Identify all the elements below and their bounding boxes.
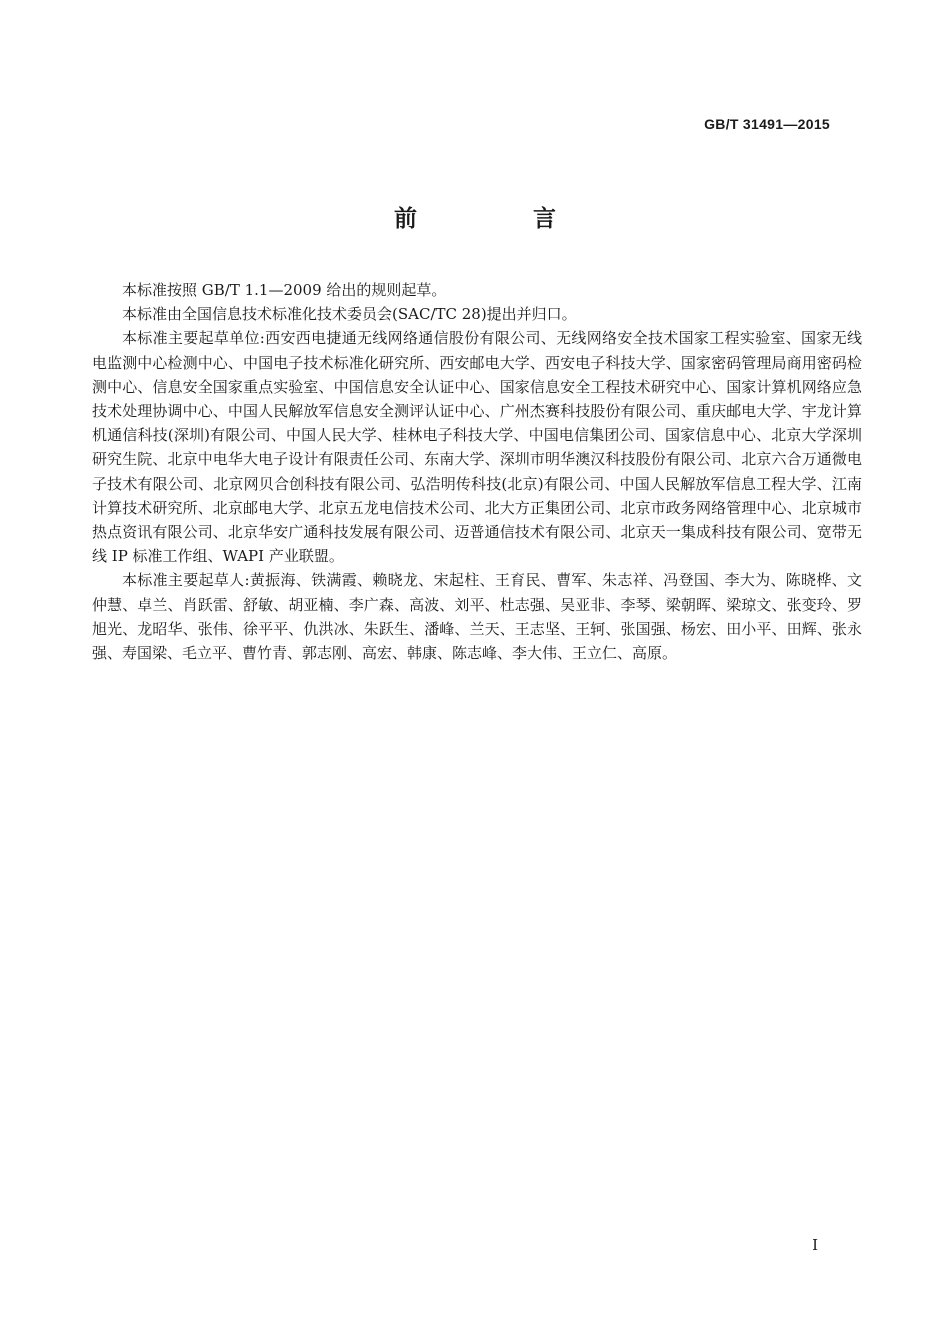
standard-number: GB/T 31491—2015 xyxy=(704,116,830,132)
paragraph-drafting-rules: 本标准按照 GB/T 1.1—2009 给出的规则起草。 xyxy=(122,281,447,299)
paragraph-drafters: 本标准主要起草人:黄振海、铁满霞、赖晓龙、宋起柱、王育民、曹军、朱志祥、冯登国、李大为、陈晓桦、文仲慧、卓兰、肖跃雷、舒敏、胡亚楠、李广森、高波、刘平、杜志强、吴亚非、李琴、梁朝晖、梁琼文、张变玲、罗旭光、龙昭华、张伟、徐平平、仇洪冰、朱跃生、潘峰、兰天、王志坚、王轲、张国强、杨宏、田小平、田辉、张永强、寿国梁、毛立平、曹竹青、郭志刚、高宏、韩康、陈志峰、李大伟、王立仁、高原。 xyxy=(92,571,862,663)
paragraph-proposer: 本标准由全国信息技术标准化技术委员会(SAC/TC 28)提出并归口。 xyxy=(122,305,577,324)
page-number: I xyxy=(812,1236,818,1254)
foreword-body xyxy=(92,278,862,665)
page-title: 前 言 xyxy=(393,206,610,232)
paragraph-drafting-units: 本标准主要起草单位:西安西电捷通无线网络通信股份有限公司、无线网络安全技术国家工程实验室、国家无线电监测中心检测中心、中国电子技术标准化研究所、西安邮电大学、西安电子科技大学、国家密码管理局商用密码检测中心、信息安全国家重点实验室、中国信息安全认证中心、国家信息安全工程技术研究中心、国家计算机网络应急技术处理协调中心、中国人民解放军信息安全测评认证中心、广州杰赛科技股份有限公司、重庆邮电大学、宇龙计算机通信科技(深圳)有限公司、中国人民大学、桂林电子科技大学、中国电信集团公司、国家信息中心、北京大学深圳研究生院、北京中电华大电子设计有限责任公司、东南大学、深圳市明华澳汉科技股份有限公司、北京六合万通微电子技术有限公司、北京网贝合创科技有限公司、弘浩明传科技(北京)有限公司、中国人民解放军信息工程大学、江南计算技术研究所、北京邮电大学、北京五龙电信技术公司、北大方正集团公司、北京市政务网络管理中心、北京城市热点资讯有限公司、北京华安广通科技发展有限公司、迈普通信技术有限公司、北京天一集成科技有限公司、宽带无线 IP 标准工作组、WAPI 产业联盟。 xyxy=(92,329,862,566)
